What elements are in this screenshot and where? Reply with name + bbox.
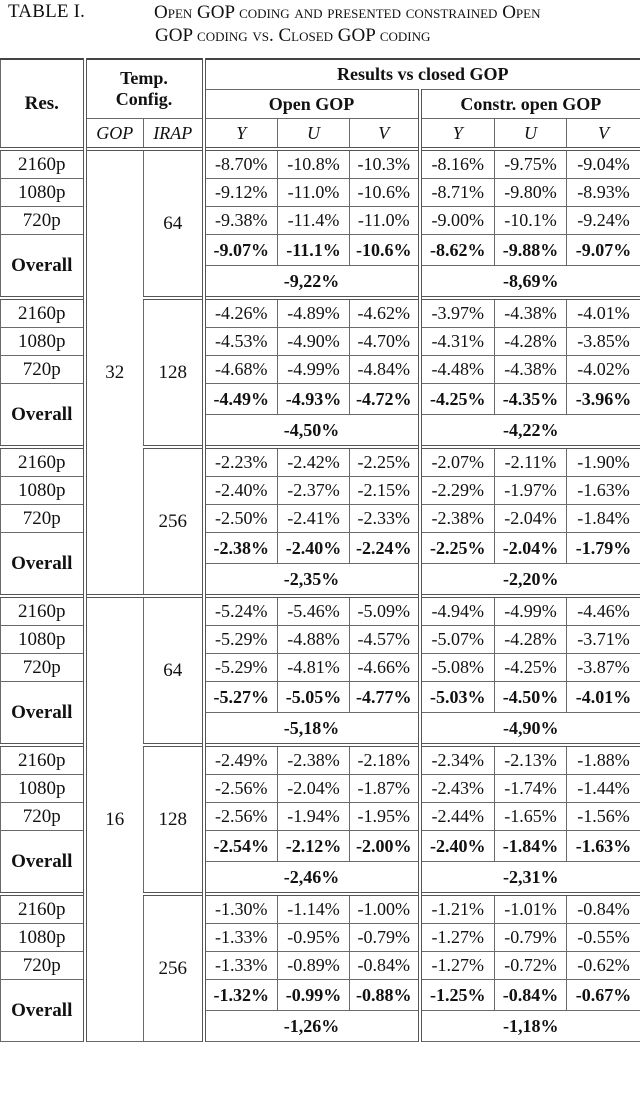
- overall-value-cell: -2.38%: [204, 533, 278, 564]
- overall-value-cell: -1.84%: [495, 831, 567, 862]
- res-label: 720p: [1, 207, 85, 235]
- value-cell: -4.38%: [495, 356, 567, 384]
- header-temp-config-line2: Config.: [115, 89, 173, 109]
- value-cell: -3.87%: [567, 654, 640, 682]
- value-cell: -1.90%: [567, 447, 640, 477]
- value-cell: -0.79%: [350, 924, 420, 952]
- value-cell: -4.38%: [495, 298, 567, 328]
- value-cell: -4.48%: [420, 356, 495, 384]
- table-row: [1, 596, 640, 626]
- irap-value: 64: [144, 596, 204, 745]
- value-cell: -1.33%: [204, 952, 278, 980]
- value-cell: -2.56%: [204, 775, 278, 803]
- value-cell: -4.01%: [567, 298, 640, 328]
- value-cell: -1.30%: [204, 894, 278, 924]
- table-label: TABLE I.: [8, 1, 86, 22]
- value-cell: -4.66%: [350, 654, 420, 682]
- res-label: 720p: [1, 803, 85, 831]
- open-gop-average: -1,26%: [204, 1011, 420, 1042]
- value-cell: -2.07%: [420, 447, 495, 477]
- value-cell: -2.33%: [350, 505, 420, 533]
- overall-value-cell: -4.93%: [278, 384, 350, 415]
- value-cell: -4.28%: [495, 626, 567, 654]
- overall-label: Overall: [1, 682, 85, 746]
- value-cell: -1.21%: [420, 894, 495, 924]
- value-cell: -9.80%: [495, 179, 567, 207]
- header-temp-config: [85, 59, 204, 119]
- constr-open-gop-average: -1,18%: [420, 1011, 640, 1042]
- value-cell: -5.24%: [204, 596, 278, 626]
- overall-value-cell: -4.72%: [350, 384, 420, 415]
- res-label: 1080p: [1, 477, 85, 505]
- value-cell: -8.16%: [420, 149, 495, 179]
- value-cell: -2.04%: [278, 775, 350, 803]
- overall-value-cell: -1.63%: [567, 831, 640, 862]
- value-cell: -1.63%: [567, 477, 640, 505]
- value-cell: -1.56%: [567, 803, 640, 831]
- overall-value-cell: -2.40%: [278, 533, 350, 564]
- header-gop: GOP: [85, 119, 144, 150]
- value-cell: -3.97%: [420, 298, 495, 328]
- value-cell: -2.43%: [420, 775, 495, 803]
- res-label: 2160p: [1, 298, 85, 328]
- value-cell: -0.84%: [350, 952, 420, 980]
- value-cell: -10.1%: [495, 207, 567, 235]
- res-label: 1080p: [1, 179, 85, 207]
- value-cell: -8.93%: [567, 179, 640, 207]
- value-cell: -2.18%: [350, 745, 420, 775]
- value-cell: -11.4%: [278, 207, 350, 235]
- res-label: 2160p: [1, 596, 85, 626]
- value-cell: -1.74%: [495, 775, 567, 803]
- value-cell: -1.14%: [278, 894, 350, 924]
- constr-open-gop-average: -4,90%: [420, 713, 640, 746]
- overall-value-cell: -0.67%: [567, 980, 640, 1011]
- value-cell: -2.49%: [204, 745, 278, 775]
- results-body: [1, 149, 640, 1042]
- value-cell: -9.38%: [204, 207, 278, 235]
- value-cell: -1.27%: [420, 924, 495, 952]
- value-cell: -4.25%: [495, 654, 567, 682]
- value-cell: -3.71%: [567, 626, 640, 654]
- header-constr-open-gop: Constr. open GOP: [420, 90, 640, 119]
- value-cell: -2.37%: [278, 477, 350, 505]
- res-label: 720p: [1, 952, 85, 980]
- value-cell: -0.95%: [278, 924, 350, 952]
- value-cell: -5.07%: [420, 626, 495, 654]
- res-label: 720p: [1, 505, 85, 533]
- value-cell: -2.15%: [350, 477, 420, 505]
- value-cell: -1.01%: [495, 894, 567, 924]
- value-cell: -1.00%: [350, 894, 420, 924]
- value-cell: -4.90%: [278, 328, 350, 356]
- open-gop-average: -4,50%: [204, 415, 420, 448]
- irap-value: 64: [144, 149, 204, 298]
- res-label: 1080p: [1, 775, 85, 803]
- value-cell: -4.89%: [278, 298, 350, 328]
- gop-value: 32: [85, 149, 144, 596]
- value-cell: -4.46%: [567, 596, 640, 626]
- value-cell: -1.97%: [495, 477, 567, 505]
- res-label: 720p: [1, 654, 85, 682]
- value-cell: -9.00%: [420, 207, 495, 235]
- overall-value-cell: -2.00%: [350, 831, 420, 862]
- value-cell: -1.65%: [495, 803, 567, 831]
- overall-value-cell: -1.32%: [204, 980, 278, 1011]
- overall-value-cell: -4.77%: [350, 682, 420, 713]
- res-label: 1080p: [1, 924, 85, 952]
- res-label: 1080p: [1, 328, 85, 356]
- value-cell: -10.8%: [278, 149, 350, 179]
- results-table: [0, 58, 640, 1042]
- value-cell: -2.23%: [204, 447, 278, 477]
- table-title-line2: GOP coding vs. Closed GOP coding: [155, 25, 431, 46]
- table-title-line1: Open GOP coding and presented constrained Open: [154, 2, 541, 23]
- value-cell: -4.02%: [567, 356, 640, 384]
- overall-value-cell: -2.54%: [204, 831, 278, 862]
- value-cell: -5.46%: [278, 596, 350, 626]
- value-cell: -2.13%: [495, 745, 567, 775]
- header-temp-config-line1: Temp.: [120, 68, 168, 88]
- open-gop-average: -5,18%: [204, 713, 420, 746]
- overall-value-cell: -9.07%: [567, 235, 640, 266]
- value-cell: -4.94%: [420, 596, 495, 626]
- value-cell: -0.62%: [567, 952, 640, 980]
- table-title: [154, 1, 640, 47]
- value-cell: -0.55%: [567, 924, 640, 952]
- value-cell: -2.40%: [204, 477, 278, 505]
- header-irap: IRAP: [144, 119, 204, 150]
- value-cell: -2.50%: [204, 505, 278, 533]
- overall-value-cell: -4.49%: [204, 384, 278, 415]
- value-cell: -5.29%: [204, 626, 278, 654]
- value-cell: -9.04%: [567, 149, 640, 179]
- value-cell: -4.31%: [420, 328, 495, 356]
- value-cell: -9.24%: [567, 207, 640, 235]
- irap-value: 128: [144, 298, 204, 447]
- value-cell: -5.29%: [204, 654, 278, 682]
- value-cell: -4.99%: [278, 356, 350, 384]
- overall-value-cell: -1.79%: [567, 533, 640, 564]
- overall-value-cell: -3.96%: [567, 384, 640, 415]
- value-cell: -8.70%: [204, 149, 278, 179]
- header-open-u: U: [278, 119, 350, 150]
- overall-value-cell: -5.27%: [204, 682, 278, 713]
- value-cell: -1.27%: [420, 952, 495, 980]
- value-cell: -11.0%: [278, 179, 350, 207]
- overall-value-cell: -2.24%: [350, 533, 420, 564]
- value-cell: -2.56%: [204, 803, 278, 831]
- value-cell: -4.68%: [204, 356, 278, 384]
- overall-value-cell: -2.25%: [420, 533, 495, 564]
- overall-label: Overall: [1, 980, 85, 1042]
- value-cell: -1.33%: [204, 924, 278, 952]
- value-cell: -1.88%: [567, 745, 640, 775]
- value-cell: -2.04%: [495, 505, 567, 533]
- value-cell: -0.72%: [495, 952, 567, 980]
- constr-open-gop-average: -2,20%: [420, 564, 640, 597]
- value-cell: -10.3%: [350, 149, 420, 179]
- header-constr-v: V: [567, 119, 640, 150]
- overall-value-cell: -9.07%: [204, 235, 278, 266]
- value-cell: -4.53%: [204, 328, 278, 356]
- value-cell: -4.26%: [204, 298, 278, 328]
- table-row: [1, 149, 640, 179]
- overall-value-cell: -8.62%: [420, 235, 495, 266]
- value-cell: -1.44%: [567, 775, 640, 803]
- overall-value-cell: -2.12%: [278, 831, 350, 862]
- value-cell: -2.25%: [350, 447, 420, 477]
- overall-value-cell: -1.25%: [420, 980, 495, 1011]
- overall-value-cell: -0.99%: [278, 980, 350, 1011]
- overall-value-cell: -11.1%: [278, 235, 350, 266]
- value-cell: -4.84%: [350, 356, 420, 384]
- overall-value-cell: -0.84%: [495, 980, 567, 1011]
- value-cell: -2.42%: [278, 447, 350, 477]
- overall-value-cell: -5.03%: [420, 682, 495, 713]
- overall-value-cell: -4.35%: [495, 384, 567, 415]
- overall-label: Overall: [1, 533, 85, 597]
- value-cell: -2.38%: [278, 745, 350, 775]
- constr-open-gop-average: -4,22%: [420, 415, 640, 448]
- value-cell: -4.70%: [350, 328, 420, 356]
- value-cell: -4.88%: [278, 626, 350, 654]
- header-constr-y: Y: [420, 119, 495, 150]
- value-cell: -4.57%: [350, 626, 420, 654]
- overall-label: Overall: [1, 831, 85, 895]
- value-cell: -4.99%: [495, 596, 567, 626]
- value-cell: -2.38%: [420, 505, 495, 533]
- value-cell: -0.89%: [278, 952, 350, 980]
- res-label: 2160p: [1, 894, 85, 924]
- overall-value-cell: -5.05%: [278, 682, 350, 713]
- value-cell: -0.84%: [567, 894, 640, 924]
- res-label: 2160p: [1, 447, 85, 477]
- value-cell: -2.44%: [420, 803, 495, 831]
- value-cell: -11.0%: [350, 207, 420, 235]
- overall-value-cell: -4.25%: [420, 384, 495, 415]
- value-cell: -2.11%: [495, 447, 567, 477]
- value-cell: -1.84%: [567, 505, 640, 533]
- value-cell: -1.94%: [278, 803, 350, 831]
- header-res: Res.: [1, 59, 85, 149]
- value-cell: -2.29%: [420, 477, 495, 505]
- irap-value: 128: [144, 745, 204, 894]
- irap-value: 256: [144, 894, 204, 1042]
- value-cell: -1.87%: [350, 775, 420, 803]
- res-label: 2160p: [1, 149, 85, 179]
- value-cell: -4.28%: [495, 328, 567, 356]
- res-label: 1080p: [1, 626, 85, 654]
- header-open-y: Y: [204, 119, 278, 150]
- irap-value: 256: [144, 447, 204, 596]
- value-cell: -4.62%: [350, 298, 420, 328]
- header-results-vs-closed-gop: Results vs closed GOP: [204, 59, 640, 90]
- value-cell: -3.85%: [567, 328, 640, 356]
- header-constr-u: U: [495, 119, 567, 150]
- value-cell: -1.95%: [350, 803, 420, 831]
- overall-value-cell: -10.6%: [350, 235, 420, 266]
- res-label: 720p: [1, 356, 85, 384]
- constr-open-gop-average: -2,31%: [420, 862, 640, 895]
- overall-value-cell: -9.88%: [495, 235, 567, 266]
- value-cell: -5.09%: [350, 596, 420, 626]
- res-label: 2160p: [1, 745, 85, 775]
- value-cell: -10.6%: [350, 179, 420, 207]
- open-gop-average: -2,35%: [204, 564, 420, 597]
- overall-label: Overall: [1, 384, 85, 448]
- overall-value-cell: -4.01%: [567, 682, 640, 713]
- header-open-v: V: [350, 119, 420, 150]
- open-gop-average: -9,22%: [204, 266, 420, 299]
- value-cell: -2.41%: [278, 505, 350, 533]
- value-cell: -8.71%: [420, 179, 495, 207]
- constr-open-gop-average: -8,69%: [420, 266, 640, 299]
- gop-value: 16: [85, 596, 144, 1042]
- value-cell: -0.79%: [495, 924, 567, 952]
- value-cell: -4.81%: [278, 654, 350, 682]
- overall-value-cell: -4.50%: [495, 682, 567, 713]
- overall-value-cell: -2.40%: [420, 831, 495, 862]
- table-caption: [0, 0, 640, 60]
- open-gop-average: -2,46%: [204, 862, 420, 895]
- value-cell: -2.34%: [420, 745, 495, 775]
- overall-value-cell: -2.04%: [495, 533, 567, 564]
- overall-value-cell: -0.88%: [350, 980, 420, 1011]
- value-cell: -9.75%: [495, 149, 567, 179]
- overall-label: Overall: [1, 235, 85, 299]
- header-open-gop: Open GOP: [204, 90, 420, 119]
- value-cell: -5.08%: [420, 654, 495, 682]
- value-cell: -9.12%: [204, 179, 278, 207]
